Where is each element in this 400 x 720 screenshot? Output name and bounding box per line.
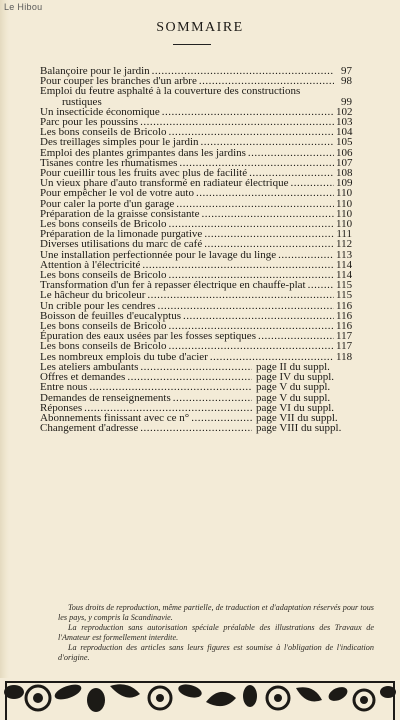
dot-leader bbox=[140, 362, 252, 372]
toc-entry-page: 104 bbox=[336, 126, 353, 139]
table-of-contents bbox=[40, 66, 352, 433]
toc-entry-page: 114 bbox=[336, 269, 353, 282]
toc-entry-page: 105 bbox=[336, 136, 353, 149]
toc-entry-page: 117 bbox=[336, 330, 353, 343]
dot-leader bbox=[162, 107, 334, 117]
toc-entry-page: 112 bbox=[336, 238, 353, 251]
toc-entry-title: Emploi des plantes grimpantes dans les jardins bbox=[40, 146, 246, 159]
supplement-entry bbox=[40, 382, 352, 392]
toc-entry-title: Les bons conseils de Bricolo bbox=[40, 126, 167, 139]
toc-entry-title: Changement d'adresse bbox=[40, 422, 139, 435]
toc-entry-title: Offres et demandes bbox=[40, 371, 126, 384]
toc-entry-title: Préparation de la graisse consistante bbox=[40, 207, 200, 220]
toc-entry-title: Préparation de la limonade purgative bbox=[40, 228, 203, 241]
toc-entry-page: 116 bbox=[336, 320, 353, 333]
legal-notes bbox=[58, 603, 374, 663]
dot-leader bbox=[308, 280, 334, 290]
toc-entry-title: Pour caler la porte d'un garage bbox=[40, 197, 175, 210]
toc-entry-page: page V du suppl. bbox=[256, 381, 331, 394]
toc-entry-page: 115 bbox=[336, 279, 353, 292]
toc-entry-page: page VI du suppl. bbox=[256, 401, 335, 414]
toc-entry-title: Un vieux phare d'auto transformé en radiateur électrique bbox=[40, 177, 289, 190]
dot-leader bbox=[201, 209, 334, 219]
toc-entry-page: 117 bbox=[336, 340, 353, 353]
toc-entry-page: 108 bbox=[336, 167, 353, 180]
toc-entry-title: Les bons conseils de Bricolo bbox=[40, 340, 167, 353]
toc-entry-title: Pour cueillir tous les fruits avec plus de facilité bbox=[40, 167, 248, 180]
toc-entry-title: Emploi du feutre asphalté à la couverture des constructions rustiques bbox=[40, 85, 301, 108]
dot-leader bbox=[89, 382, 252, 392]
toc-entry-page: 109 bbox=[336, 177, 353, 190]
dot-leader bbox=[290, 178, 334, 188]
toc-entry-page: 118 bbox=[336, 350, 353, 363]
toc-entry-page: 97 bbox=[341, 65, 352, 77]
toc-entry-page: 110 bbox=[336, 187, 353, 200]
toc-entry-page: 99 bbox=[341, 95, 352, 108]
page-edge-shadow bbox=[0, 0, 9, 680]
toc-entry-title: Le hâcheur du bricoleur bbox=[40, 289, 146, 302]
dot-leader bbox=[176, 199, 334, 209]
toc-entry-page: 98 bbox=[341, 75, 352, 88]
toc-entry-page: 111 bbox=[336, 228, 352, 241]
toc-entry-page: 113 bbox=[336, 248, 353, 261]
toc-entry-page: 110 bbox=[336, 207, 353, 220]
toc-entry-title: Boisson de feuilles d'eucalyptus bbox=[40, 309, 181, 322]
toc-entry-page: 114 bbox=[336, 258, 353, 271]
dot-leader bbox=[191, 413, 252, 423]
toc-entry-title: Un crible pour les cendres bbox=[40, 299, 156, 312]
legal-note: La reproduction sans autorisation spéciale préalable des illustrations des Travaux de l'Amateur est formellement interdite. bbox=[58, 623, 374, 642]
toc-entry-title: Un insecticide économique bbox=[40, 105, 160, 118]
dot-leader bbox=[258, 331, 334, 341]
dot-leader bbox=[142, 260, 334, 270]
toc-entry-title: Entre nous bbox=[40, 381, 88, 394]
toc-entry-page: page VII du suppl. bbox=[256, 411, 338, 424]
toc-entry-page: 116 bbox=[336, 309, 353, 322]
toc-entry-page: page V du suppl. bbox=[256, 391, 331, 404]
toc-entry-page: 103 bbox=[336, 116, 353, 129]
dot-leader bbox=[127, 372, 252, 382]
toc-entry-title: Des treillages simples pour le jardin bbox=[40, 136, 199, 149]
page-title: SOMMAIRE bbox=[156, 20, 244, 35]
toc-entry-title: Une installation perfectionnée pour le lavage du linge bbox=[40, 248, 277, 261]
toc-entry-title: Les nombreux emplois du tube d'acier bbox=[40, 350, 208, 363]
dot-leader bbox=[140, 423, 252, 433]
toc-entry-title: Pour empêcher le vol de votre auto bbox=[40, 187, 194, 200]
toc-entry-page: 102 bbox=[336, 105, 353, 118]
toc-entry-page: page IV du suppl. bbox=[256, 371, 335, 384]
dot-leader bbox=[204, 229, 334, 239]
watermark-label: Le Hibou bbox=[4, 2, 43, 12]
toc-entry-page: page II du suppl. bbox=[256, 360, 330, 373]
dot-leader bbox=[140, 117, 334, 127]
toc-entry-title: Abonnements finissant avec ce n° bbox=[40, 411, 190, 424]
toc-entry-title: Les bons conseils de Bricolo bbox=[40, 218, 167, 231]
dot-leader bbox=[183, 311, 334, 321]
toc-entry-page: page VIII du suppl. bbox=[256, 422, 342, 435]
toc-entry-title: Tisanes contre les rhumatismes bbox=[40, 156, 178, 169]
toc-entry-title: Balançoire pour le jardin bbox=[40, 65, 150, 77]
toc-entry-title: Les bons conseils de Bricolo bbox=[40, 320, 167, 333]
dot-leader bbox=[157, 301, 334, 311]
decorative-floral-border bbox=[0, 678, 400, 720]
toc-entry bbox=[40, 86, 352, 106]
toc-entry-page: 115 bbox=[336, 289, 353, 302]
dot-leader bbox=[248, 148, 334, 158]
toc-entry-page: 107 bbox=[336, 156, 353, 169]
toc-entry-title: Les bons conseils de Bricolo bbox=[40, 269, 167, 282]
legal-note: La reproduction des articles sans leurs figures est soumise à l'obligation de l'indication d'origine. bbox=[58, 643, 374, 662]
toc-entry-title: Demandes de renseignements bbox=[40, 391, 171, 404]
toc-entry-title: Les ateliers ambulants bbox=[40, 360, 139, 373]
toc-entry-page: 110 bbox=[336, 197, 353, 210]
dot-leader bbox=[173, 393, 252, 403]
toc-entry-title: Épuration des eaux usées par les fosses septiques bbox=[40, 330, 256, 343]
dot-leader bbox=[196, 188, 334, 198]
toc-entry-page: 110 bbox=[336, 218, 353, 231]
toc-entry-title: Parc pour les poussins bbox=[40, 116, 139, 129]
dot-leader bbox=[147, 290, 334, 300]
toc-entry-title: Attention à l'électricité bbox=[40, 258, 141, 271]
toc-entry-page: 106 bbox=[336, 146, 353, 159]
toc-entry-title: Transformation d'un fer à repasser électrique en chauffe-plat bbox=[40, 279, 306, 292]
title-divider bbox=[173, 44, 211, 45]
toc-entry-title: Pour couper les branches d'un arbre bbox=[40, 75, 197, 88]
toc-entry-title: Réponses bbox=[40, 401, 83, 414]
supplement-entry bbox=[40, 423, 352, 433]
toc-entry-title: Diverses utilisations du marc de café bbox=[40, 238, 203, 251]
legal-note: Tous droits de reproduction, même partielle, de traduction et d'adaptation réservés pour tous les pays, y compris la Scandinavie. bbox=[58, 603, 374, 622]
dot-leader bbox=[278, 250, 334, 260]
toc-entry-page: 116 bbox=[336, 299, 353, 312]
